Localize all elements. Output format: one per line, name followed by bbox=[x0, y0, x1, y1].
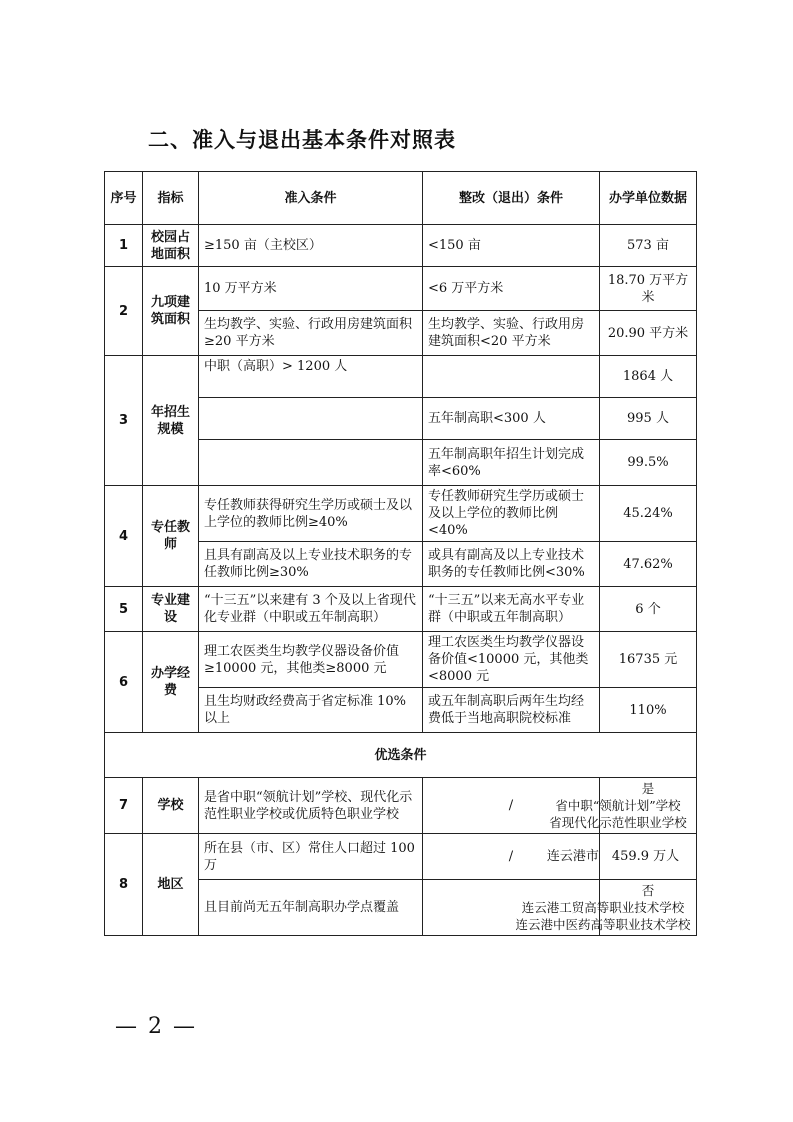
value-cell: 18.70 万平方米 bbox=[600, 267, 697, 311]
exit-cell: 专任教师研究生学历或硕士及以上学位的教师比例<40% bbox=[423, 486, 600, 542]
row-no: 8 bbox=[105, 834, 143, 936]
exit-cell: 生均教学、实验、行政用房建筑面积<20 平方米 bbox=[423, 311, 600, 356]
value-cell: 995 人 bbox=[600, 398, 697, 440]
value-cell bbox=[546, 834, 697, 880]
exit-cell bbox=[423, 356, 600, 398]
value-line: 连云港市 459.9 万人 bbox=[546, 849, 680, 864]
entry-cell: 且具有副高及以上专业技术职务的专任教师比例≥30% bbox=[199, 542, 423, 587]
entry-cell: 是省中职“领航计划”学校、现代化示范性职业学校或优质特色职业学校 bbox=[199, 778, 423, 834]
exit-cell: / bbox=[423, 778, 600, 834]
value-cell: 20.90 平方米 bbox=[600, 311, 697, 356]
row-no: 4 bbox=[105, 486, 143, 587]
value-line: 是 bbox=[641, 781, 655, 796]
table-row bbox=[105, 632, 697, 688]
exit-cell: 五年制高职年招生计划完成率<60% bbox=[423, 440, 600, 486]
value-line: 省中职“领航计划”学校 bbox=[555, 798, 681, 813]
entry-cell: 且目前尚无五年制高职办学点覆盖 bbox=[199, 880, 423, 936]
page-title: 二、准入与退出基本条件对照表 bbox=[148, 128, 456, 152]
row-indicator: 专业建设 bbox=[143, 587, 199, 632]
row-no: 7 bbox=[105, 778, 143, 834]
value-cell: 99.5% bbox=[600, 440, 697, 486]
section-title: 优选条件 bbox=[105, 733, 697, 778]
row-no: 1 bbox=[105, 225, 143, 267]
row-indicator: 专任教师 bbox=[143, 486, 199, 587]
entry-cell: 10 万平方米 bbox=[199, 267, 423, 311]
entry-cell bbox=[199, 398, 423, 440]
table-row bbox=[105, 267, 697, 311]
row-no: 5 bbox=[105, 587, 143, 632]
section-row bbox=[105, 733, 697, 778]
entry-cell bbox=[199, 440, 423, 486]
header-no: 序号 bbox=[105, 172, 143, 225]
table-row bbox=[105, 225, 697, 267]
entry-cell: 中职（高职）> 1200 人 bbox=[199, 356, 423, 398]
value-cell bbox=[549, 778, 697, 834]
header-indicator: 指标 bbox=[143, 172, 199, 225]
table-row bbox=[105, 778, 697, 834]
value-cell: 45.24% bbox=[600, 486, 697, 542]
entry-cell: 专任教师获得研究生学历或硕士及以上学位的教师比例≥40% bbox=[199, 486, 423, 542]
exit-cell: / bbox=[423, 834, 600, 880]
header-entry: 准入条件 bbox=[199, 172, 423, 225]
row-no: 2 bbox=[105, 267, 143, 356]
exit-cell: <6 万平方米 bbox=[423, 267, 600, 311]
entry-cell: 理工农医类生均教学仪器设备价值≥10000 元，其他类≥8000 元 bbox=[199, 632, 423, 688]
row-no: 3 bbox=[105, 356, 143, 486]
header-value: 办学单位数据 bbox=[600, 172, 697, 225]
conditions-table bbox=[104, 171, 697, 936]
value-cell: 16735 元 bbox=[600, 632, 697, 688]
entry-cell: 且生均财政经费高于省定标准 10%以上 bbox=[199, 688, 423, 733]
row-indicator: 年招生规模 bbox=[143, 356, 199, 486]
exit-cell: <150 亩 bbox=[423, 225, 600, 267]
exit-cell: 或五年制高职后两年生均经费低于当地高职院校标准 bbox=[423, 688, 600, 733]
value-cell: 47.62% bbox=[600, 542, 697, 587]
page-number: — 2 — bbox=[115, 1014, 197, 1039]
value-line: 连云港中医药高等职业技术学校 bbox=[515, 917, 691, 932]
exit-cell: 或具有副高及以上专业技术职务的专任教师比例<30% bbox=[423, 542, 600, 587]
entry-cell: ≥150 亩（主校区） bbox=[199, 225, 423, 267]
exit-cell: 理工农医类生均教学仪器设备价值<10000 元，其他类<8000 元 bbox=[423, 632, 600, 688]
table-row bbox=[105, 356, 697, 398]
row-no: 6 bbox=[105, 632, 143, 733]
table-row bbox=[105, 834, 697, 880]
header-exit: 整改（退出）条件 bbox=[423, 172, 600, 225]
row-indicator: 办学经费 bbox=[143, 632, 199, 733]
value-cell: 573 亩 bbox=[600, 225, 697, 267]
row-indicator: 九项建筑面积 bbox=[143, 267, 199, 356]
value-cell: 1864 人 bbox=[600, 356, 697, 398]
value-line: 省现代化示范性职业学校 bbox=[549, 815, 687, 830]
value-line: 否 bbox=[641, 883, 655, 898]
value-cell bbox=[515, 880, 697, 936]
entry-cell: 生均教学、实验、行政用房建筑面积≥20 平方米 bbox=[199, 311, 423, 356]
exit-cell: “十三五”以来无高水平专业群（中职或五年制高职） bbox=[423, 587, 600, 632]
entry-cell: “十三五”以来建有 3 个及以上省现代化专业群（中职或五年制高职） bbox=[199, 587, 423, 632]
exit-cell: 五年制高职<300 人 bbox=[423, 398, 600, 440]
header-row bbox=[105, 172, 697, 225]
row-indicator: 校园占地面积 bbox=[143, 225, 199, 267]
table-row bbox=[105, 587, 697, 632]
table-row bbox=[105, 486, 697, 542]
entry-cell: 所在县（市、区）常住人口超过 100 万 bbox=[199, 834, 423, 880]
value-line: 连云港工贸高等职业技术学校 bbox=[521, 900, 685, 915]
row-indicator: 地区 bbox=[143, 834, 199, 936]
value-cell: 110% bbox=[600, 688, 697, 733]
row-indicator: 学校 bbox=[143, 778, 199, 834]
value-cell: 6 个 bbox=[600, 587, 697, 632]
